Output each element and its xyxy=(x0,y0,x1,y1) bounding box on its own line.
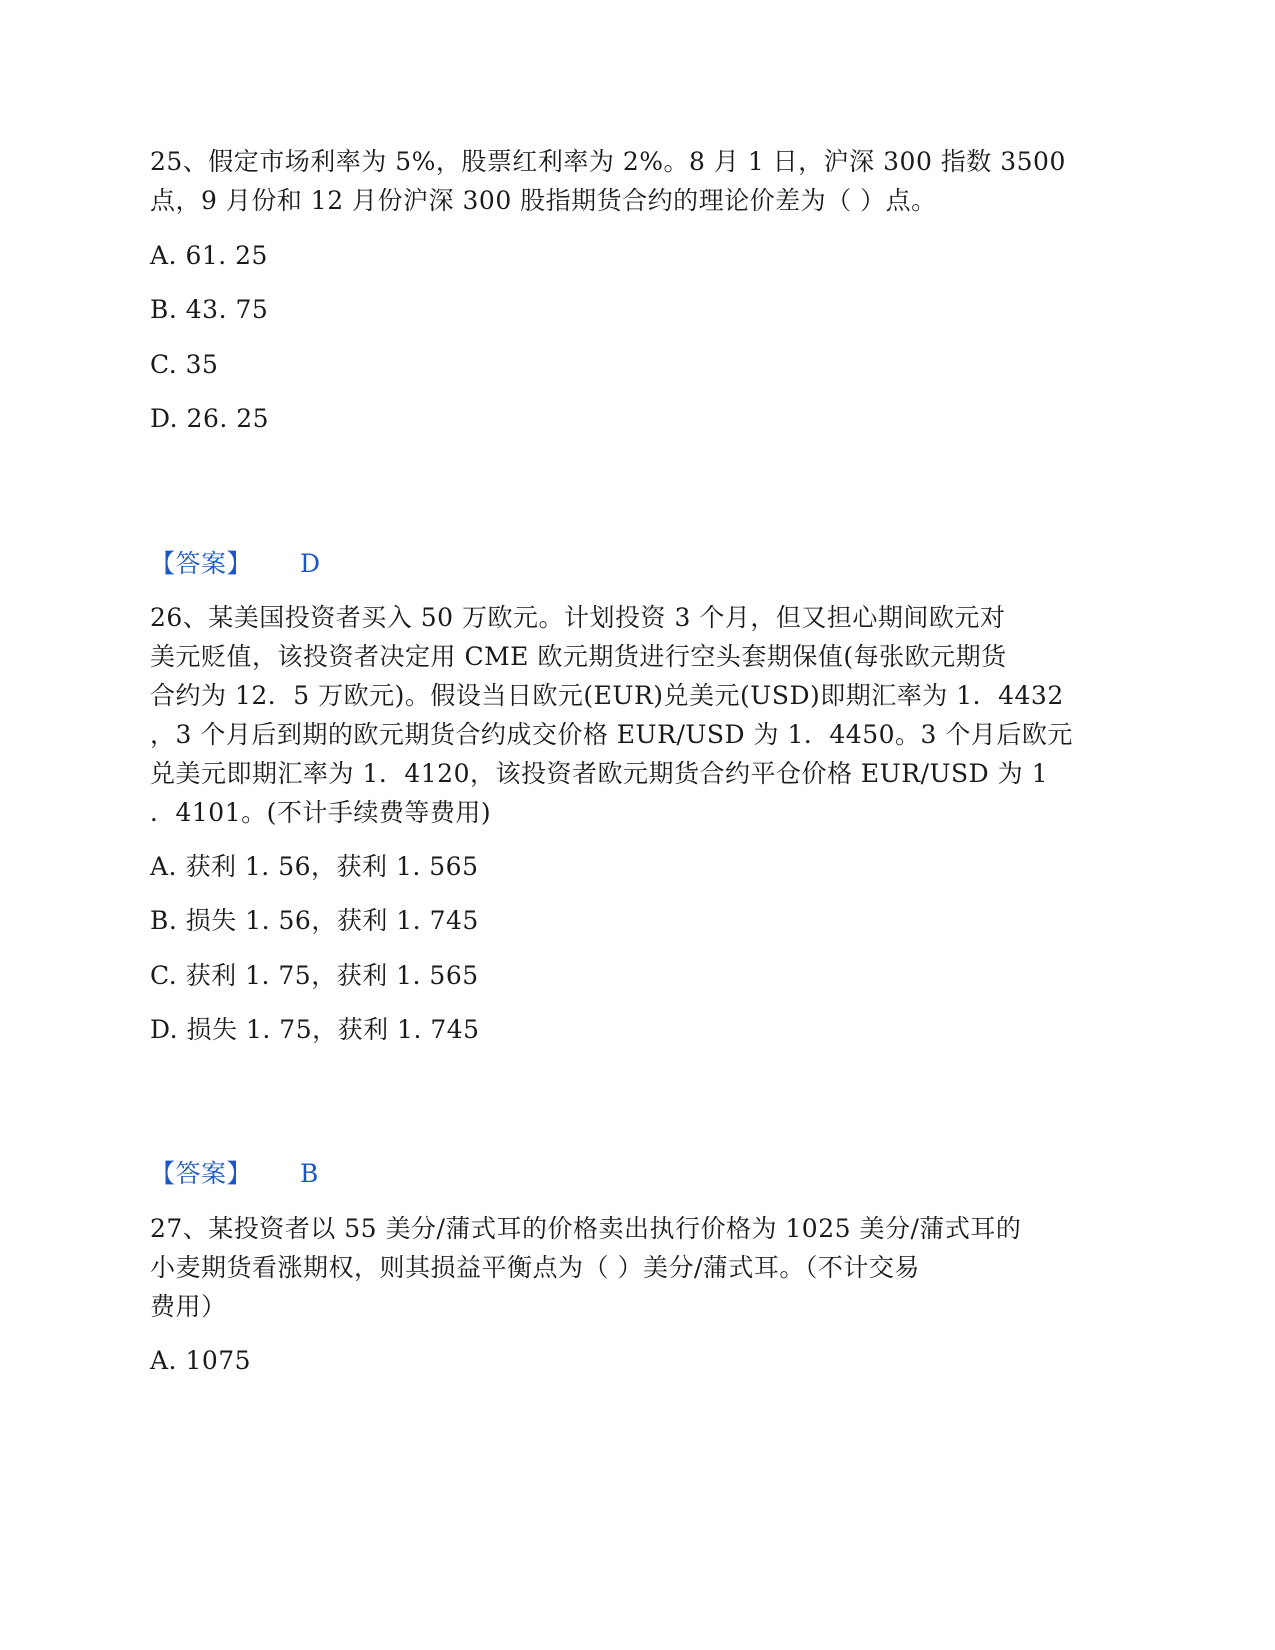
q25-stem-line-2: 点，9 月份和 12 月份沪深 300 股指期货合约的理论价差为（ ）点。 xyxy=(150,186,937,215)
answer-label: 【答案】 xyxy=(150,1159,253,1188)
q25-option-d: D. 26. 25 xyxy=(150,404,270,433)
q26-option-d: D. 损失 1. 75，获利 1. 745 xyxy=(150,1015,480,1044)
q26-option-a: A. 获利 1. 56，获利 1. 565 xyxy=(150,852,479,881)
q25-stem-line-1: 25、假定市场利率为 5%，股票红利率为 2%。8 月 1 日，沪深 300 指数 3500 xyxy=(150,147,1066,176)
q25-answer xyxy=(150,544,321,584)
q27-stem-line-3: 费用） xyxy=(150,1292,227,1321)
q27-option-a: A. 1075 xyxy=(150,1346,252,1375)
q25-option-b: B. 43. 75 xyxy=(150,295,269,324)
answer-label: 【答案】 xyxy=(150,549,253,578)
q25-option-c: C. 35 xyxy=(150,350,219,379)
q26-stem-line-1: 26、某美国投资者买入 50 万欧元。计划投资 3 个月，但又担心期间欧元对 xyxy=(150,603,1006,632)
q26-stem-line-3: 合约为 12．5 万欧元)。假设当日欧元(EUR)兑美元(USD)即期汇率为 1．4432 xyxy=(150,681,1064,710)
q26-answer xyxy=(150,1154,319,1194)
answer-value: D xyxy=(300,549,321,578)
q26-stem-line-2: 美元贬值，该投资者决定用 CME 欧元期货进行空头套期保值(每张欧元期货 xyxy=(150,642,1007,671)
q26-stem-line-4: ，3 个月后到期的欧元期货合约成交价格 EUR/USD 为 1．4450。3 个月后欧元 xyxy=(150,720,1073,749)
q26-option-b: B. 损失 1. 56，获利 1. 745 xyxy=(150,906,479,935)
q26-option-c: C. 获利 1. 75，获利 1. 565 xyxy=(150,961,479,990)
q26-stem-line-6: ．4101。(不计手续费等费用) xyxy=(150,798,492,827)
q27-stem-line-2: 小麦期货看涨期权，则其损益平衡点为（ ）美分/蒲式耳。（不计交易 xyxy=(150,1253,920,1282)
q27-stem-line-1: 27、某投资者以 55 美分/蒲式耳的价格卖出执行价格为 1025 美分/蒲式耳的 xyxy=(150,1214,1022,1243)
answer-value: B xyxy=(300,1159,319,1188)
q25-option-a: A. 61. 25 xyxy=(150,241,268,270)
q26-stem-line-5: 兑美元即期汇率为 1．4120，该投资者欧元期货合约平仓价格 EUR/USD 为 1 xyxy=(150,759,1049,788)
